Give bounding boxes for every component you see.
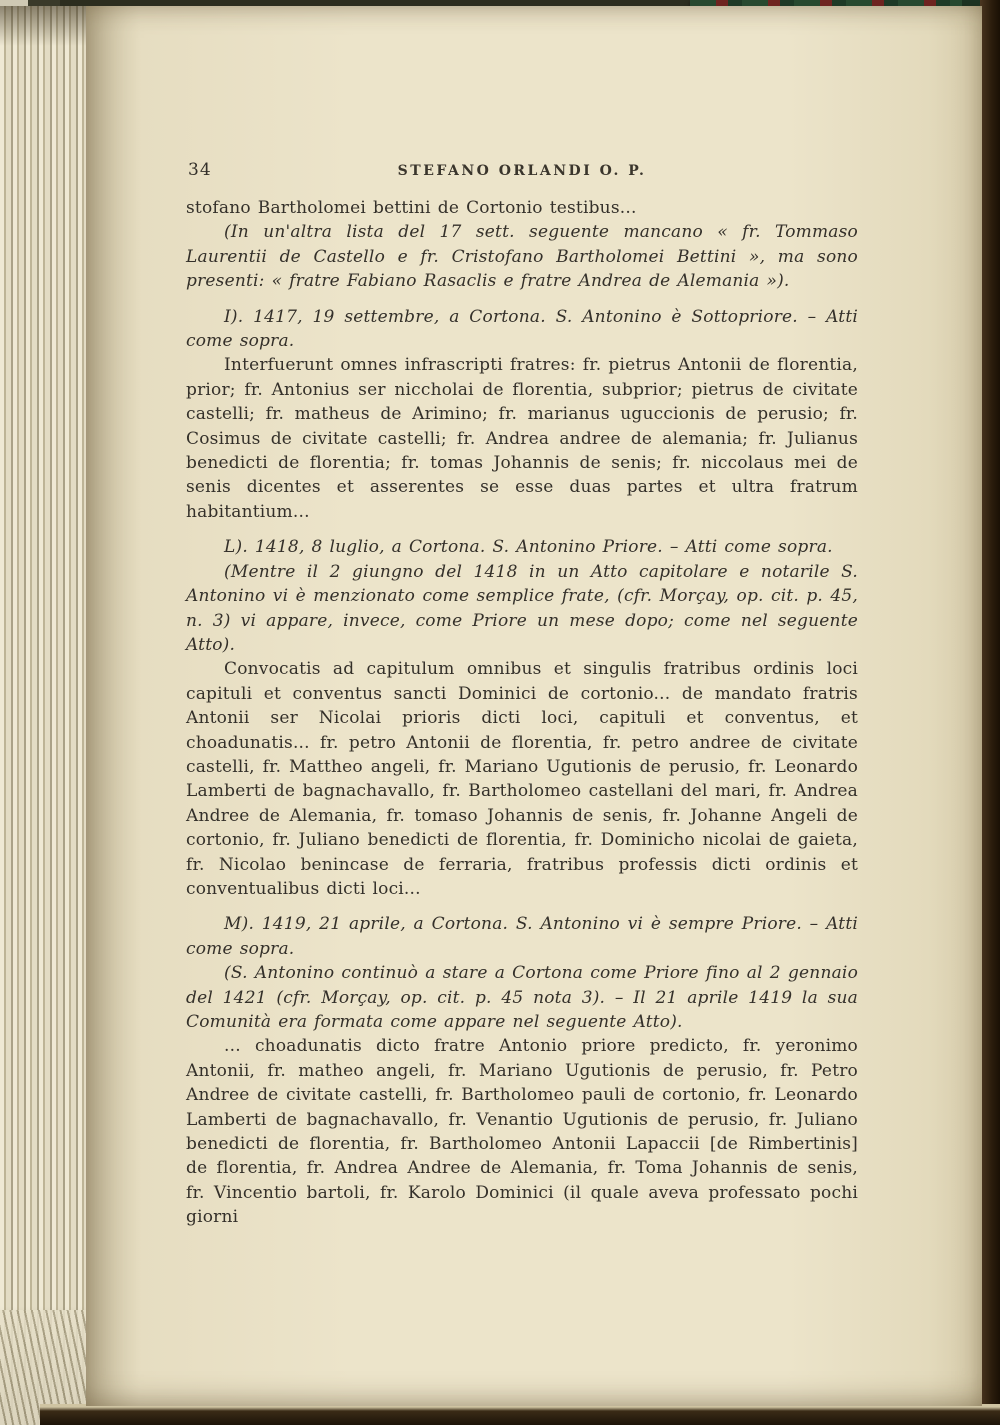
book-edge-right (980, 0, 1000, 1425)
book-page (86, 6, 982, 1406)
paragraph: L). 1418, 8 luglio, a Cortona. S. Antonino Priore. – Atti come sopra. (224, 537, 833, 558)
running-header: STEFANO ORLANDI O. P. (397, 163, 647, 179)
paragraph: ... choadunatis dicto fratre Antonio priore predicto, fr. yeronimo Antonii, fr. matheo angeli, fr. Mariano Ugutionis de perusio, fr. Petro Andree de civitate castelli, fr. Bartholomeo pauli de cortonio, fr. Leonardo Lamberti de bagnachavallo, fr. Venantio Ugutionis de perusio, fr. Juliano benedicti de florentia, fr. Bartholomeo Antonii Lapaccii [de Rimbertinis] de florentia, fr. Andrea Andree de Alemania, fr. Toma Johannis de senis, fr. Vincentio bartoli, fr. Karolo Dominici (il quale aveva professato pochi giorni (186, 1036, 858, 1228)
paragraph: stofano Bartholomei bettini de Cortonio testibus... (186, 198, 637, 218)
page-text (186, 196, 858, 1230)
paragraph: M). 1419, 21 aprile, a Cortona. S. Antonino vi è sempre Priore. – Atti come sopra. (186, 914, 858, 959)
page-number: 34 (188, 160, 212, 180)
paragraph: (S. Antonino continuò a stare a Cortona come Priore fino al 2 gennaio del 1421 (cfr. Morçay, op. cit. p. 45 nota 3). – Il 21 aprile 1419 la sua Comunità era formata come appare nel seguente Atto). (186, 963, 858, 1032)
paragraph: (Mentre il 2 giungno del 1418 in un Atto capitolare e notarile S. Antonino vi è menzionato come semplice frate, (cfr. Morçay, op. cit. p. 45, n. 3) vi appare, invece, come Priore un mese dopo; come nel seguente Atto). (186, 561, 858, 655)
paragraph: Convocatis ad capitulum omnibus et singulis fratribus ordinis loci capituli et conventus sancti Dominici de cortonio... de mandato fratris Antonii ser Nicolai prioris dicti loci, capituli et conventus, et choadunatis... fr. petro Antonii de florentia, fr. petro andree de civitate castelli, fr. Mattheo angeli, fr. Mariano Ugutionis de perusio, fr. Leonardo Lamberti de bagnachavallo, fr. Bartholomeo castellani del mari, fr. Andrea Andree de Alemania, fr. tomaso Johannis de senis, fr. Johanne Angeli de cortonio, fr. Juliano benedicti de florentia, fr. Dominicho nicolai de gaieta, fr. Nicolao benincase de ferraria, fratribus professis dicti ordinis et conventualibus dicti loci... (186, 659, 858, 899)
paragraph: I). 1417, 19 settembre, a Cortona. S. Antonino è Sottopriore. – Atti come sopra. (186, 306, 858, 352)
book-edge-bottom (40, 1404, 1000, 1425)
paragraph: Interfuerunt omnes infrascripti fratres: fr. pietrus Antonii de florentia, prior; fr. Antonius ser niccholai de florentia, subprior; pietrus de civitate castelli; fr. matheus de Arimino; fr. marianus uguccionis de perusio; fr. Cosimus de civitate castelli; fr. Andrea andree de alemania; fr. Julianus benedicti de florentia; fr. tomas Johannis de senis; fr. niccolaus mei de senis dicentes et asserentes se esse duas partes et ultra fratrum habitantium... (186, 355, 858, 522)
page-edges-left (0, 6, 90, 1425)
running-header-row (186, 158, 858, 182)
paragraph: (In un'altra lista del 17 sett. seguente mancano « fr. Tommaso Laurentii de Castello e fr. Cristofano Bartholomei Bettini », ma sono presenti: « fratre Fabiano Rasaclis e fratre Andrea de Alemania »). (186, 222, 858, 292)
